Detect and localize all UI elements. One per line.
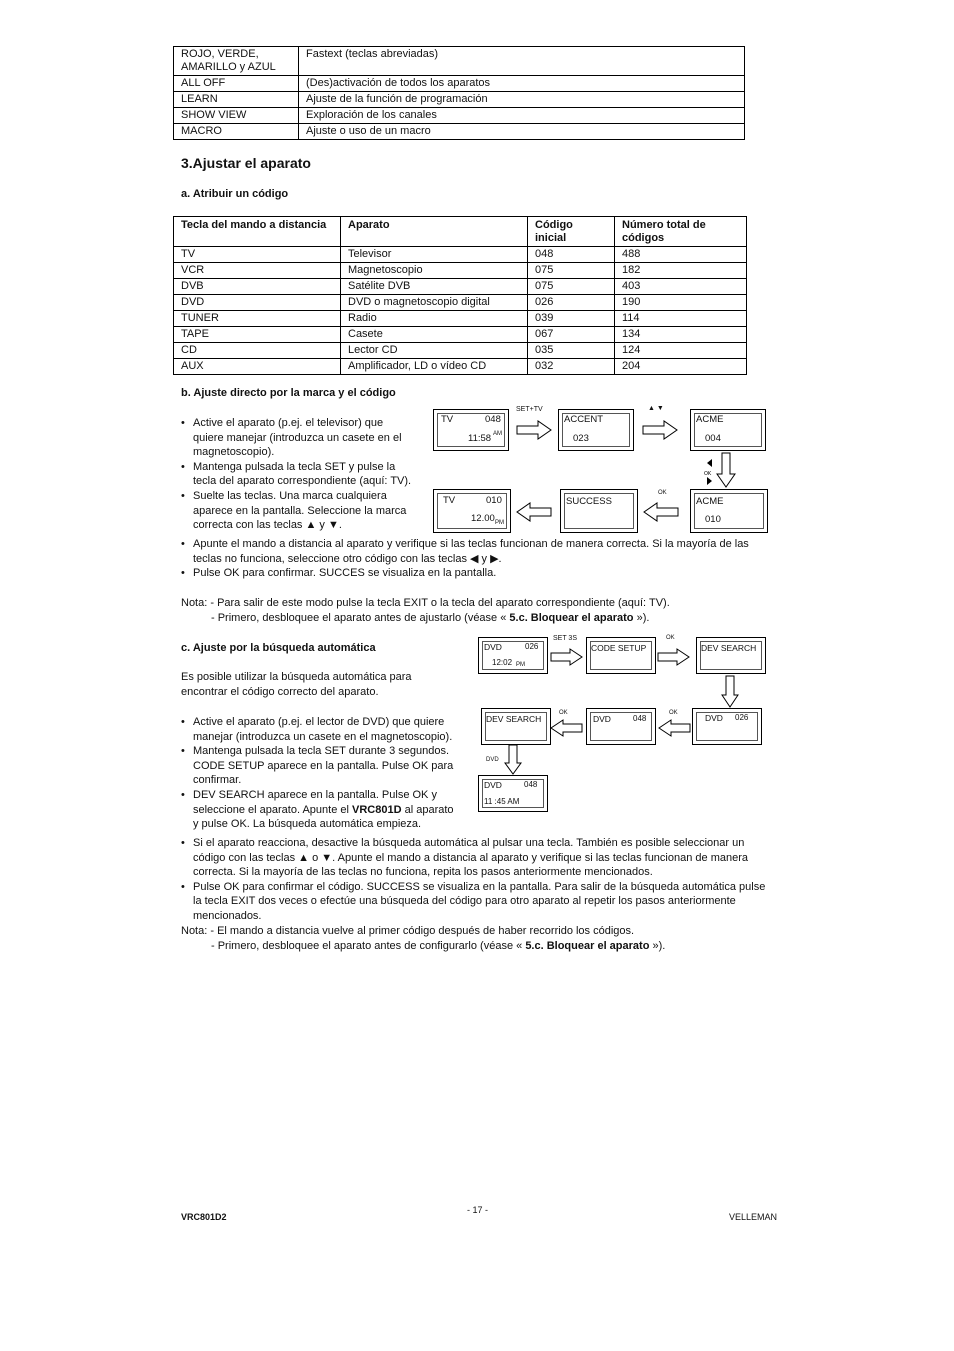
note-ref: 5.c. Bloquear el aparato bbox=[509, 612, 634, 624]
note-text: - Primero, desbloquee el aparato antes de configurarlo (véase « bbox=[211, 940, 523, 952]
c-bullets-left bbox=[181, 715, 456, 832]
table-cell: DVB bbox=[174, 279, 341, 295]
table-row bbox=[174, 359, 747, 375]
table-cell: DVD bbox=[174, 295, 341, 311]
key-cell: ALL OFF bbox=[174, 76, 299, 92]
lcd-screen: CODE SETUP bbox=[586, 637, 656, 674]
table-cell: 032 bbox=[528, 359, 615, 375]
arrow-left-icon bbox=[516, 502, 552, 522]
list-item: • Suelte las teclas. Una marca cualquiera aparece en la pantalla. Seleccione la marca correcta con las teclas ▲ y ▼. bbox=[181, 489, 416, 533]
table-cell: 114 bbox=[615, 311, 747, 327]
table-row bbox=[174, 311, 747, 327]
table-row bbox=[174, 124, 745, 140]
section-title: 3.Ajustar el aparato bbox=[181, 155, 311, 171]
function-cell: Fastext (teclas abreviadas) bbox=[299, 47, 745, 76]
b-bullets-full bbox=[181, 537, 776, 581]
table-cell: Televisor bbox=[341, 247, 528, 263]
table-cell: 488 bbox=[615, 247, 747, 263]
c-bullets-full bbox=[181, 836, 776, 924]
arrow-left-icon bbox=[658, 719, 691, 737]
label-set-3s: SET 3S bbox=[553, 635, 577, 642]
table-row bbox=[174, 279, 747, 295]
table-cell: 048 bbox=[528, 247, 615, 263]
table-cell: Lector CD bbox=[341, 343, 528, 359]
footer-page-number: - 17 - bbox=[467, 1205, 489, 1215]
footer-brand: VELLEMAN bbox=[729, 1212, 778, 1222]
footer-model: VRC801D2 bbox=[181, 1212, 227, 1222]
subsection-b-title: b. Ajuste directo por la marca y el código bbox=[181, 387, 396, 399]
table-cell: Amplificador, LD o vídeo CD bbox=[341, 359, 528, 375]
table-cell: 075 bbox=[528, 279, 615, 295]
list-item: • Pulse OK para confirmar el código. SUCCESS se visualiza en la pantalla. Para salir de la búsqueda automática pulse la tecla EXIT dos veces o efectúe una búsqueda del código para otro aparato al repetir los pasos anteriormente mencionados. bbox=[181, 880, 776, 924]
table-row bbox=[174, 263, 747, 279]
list-item: • Mantenga pulsada la tecla SET y pulse la tecla del aparato correspondiente (aquí: TV). bbox=[181, 460, 416, 489]
lcd-screen: ACME 004 bbox=[690, 409, 766, 451]
note-c-line1: Nota: - El mando a distancia vuelve al primer código después de haber recorrido los códigos. bbox=[181, 925, 635, 937]
table-cell: 182 bbox=[615, 263, 747, 279]
table-cell: 075 bbox=[528, 263, 615, 279]
list-item: • DEV SEARCH aparece en la pantalla. Pulse OK y seleccione el aparato. Apunte el VRC801D al aparato y pulse OK. La búsqueda automática empieza. bbox=[181, 788, 456, 832]
arrow-down-icon bbox=[504, 744, 522, 775]
arrow-down-icon bbox=[721, 675, 739, 708]
c-intro: Es posible utilizar la búsqueda automática para encontrar el código correcto del aparato. bbox=[181, 671, 412, 698]
function-cell: Ajuste o uso de un macro bbox=[299, 124, 745, 140]
table-cell: Casete bbox=[341, 327, 528, 343]
table-cell: 026 bbox=[528, 295, 615, 311]
table-row bbox=[174, 247, 747, 263]
table-cell: VCR bbox=[174, 263, 341, 279]
arrow-down-icon bbox=[716, 452, 736, 488]
arrow-right-icon bbox=[516, 420, 552, 440]
list-item: • Active el aparato (p.ej. el lector de DVD) que quiere manejar (introduzca un casete en el magnetoscopio). bbox=[181, 715, 456, 744]
key-cell: MACRO bbox=[174, 124, 299, 140]
arrow-left-icon bbox=[550, 719, 583, 737]
note-b-line1: Nota: - Para salir de este modo pulse la tecla EXIT o la tecla del aparato correspondiente (aquí: TV). bbox=[181, 597, 670, 609]
col-header-key: Tecla del mando a distancia bbox=[174, 217, 341, 247]
arrow-left-icon bbox=[643, 502, 679, 522]
note-text: »). bbox=[636, 612, 650, 624]
lcd-screen: DVD 048 11 :45 AM bbox=[478, 775, 548, 812]
list-item: • Pulse OK para confirmar. SUCCES se visualiza en la pantalla. bbox=[181, 566, 776, 581]
col-header-device: Aparato bbox=[341, 217, 528, 247]
left-right-ok-icon bbox=[703, 458, 715, 486]
lcd-screen: TV 048 11:58 AM bbox=[433, 409, 509, 451]
note-c-line2 bbox=[211, 939, 665, 954]
table-row bbox=[174, 47, 745, 76]
product-name: VRC801D bbox=[352, 803, 402, 816]
table-cell: Radio bbox=[341, 311, 528, 327]
note-b-line2 bbox=[211, 611, 649, 626]
arrow-right-icon bbox=[550, 648, 583, 666]
label-ok: OK bbox=[559, 710, 568, 716]
subsection-a-title: a. Atribuir un código bbox=[181, 188, 289, 200]
code-table bbox=[173, 216, 747, 375]
list-item: • Si el aparato reacciona, desactive la búsqueda automática al pulsar una tecla. También es posible seleccionar un código con las teclas ▲ o ▼. Apunte el mando a distancia al aparato y verifique si las teclas funcionan de manera correcta. Si la mayoría de las teclas no funciona, repita los pasos anteriormente mencionados. bbox=[181, 836, 776, 880]
note-text: - Primero, desbloquee el aparato antes de ajustarlo (véase « bbox=[211, 612, 507, 624]
lcd-screen: DVD 026 bbox=[692, 708, 762, 745]
table-cell: DVD o magnetoscopio digital bbox=[341, 295, 528, 311]
table-cell: Magnetoscopio bbox=[341, 263, 528, 279]
function-cell: Exploración de los canales bbox=[299, 108, 745, 124]
function-cell: Ajuste de la función de programación bbox=[299, 92, 745, 108]
label-ok: OK bbox=[666, 635, 675, 641]
table-cell: Satélite DVB bbox=[341, 279, 528, 295]
table-cell: 403 bbox=[615, 279, 747, 295]
table-cell: 067 bbox=[528, 327, 615, 343]
list-item: • Active el aparato (p.ej. el televisor) que quiere manejar (introduzca un casete en el magnetoscopio). bbox=[181, 416, 416, 460]
lcd-screen: DVD 048 bbox=[586, 708, 656, 745]
label-ok: OK bbox=[658, 490, 667, 496]
table-cell: 190 bbox=[615, 295, 747, 311]
table-cell: AUX bbox=[174, 359, 341, 375]
function-keys-table bbox=[173, 46, 745, 140]
lcd-screen: SUCCESS bbox=[560, 489, 638, 533]
table-cell: 039 bbox=[528, 311, 615, 327]
arrow-right-icon bbox=[657, 648, 690, 666]
list-item: • Mantenga pulsada la tecla SET durante 3 segundos. CODE SETUP aparece en la pantalla. Pulse OK para confirmar. bbox=[181, 744, 456, 788]
lcd-screen: DEV SEARCH bbox=[481, 708, 551, 745]
table-row bbox=[174, 108, 745, 124]
key-cell: LEARN bbox=[174, 92, 299, 108]
b-bullets-left bbox=[181, 416, 416, 533]
table-cell: 035 bbox=[528, 343, 615, 359]
table-cell: 124 bbox=[615, 343, 747, 359]
function-cell: (Des)activación de todos los aparatos bbox=[299, 76, 745, 92]
lcd-screen: DVD 026 12:02 PM bbox=[478, 637, 548, 674]
table-cell: TAPE bbox=[174, 327, 341, 343]
lcd-screen: TV 010 12.00 PM bbox=[433, 489, 511, 533]
note-ref: 5.c. Bloquear el aparato bbox=[525, 940, 650, 952]
list-item: • Apunte el mando a distancia al aparato y verifique si las teclas funcionan de manera correcta. Si la mayoría de las teclas no funciona, seleccione otro código con las teclas ◀ y ▶. bbox=[181, 537, 776, 566]
subsection-c-title: c. Ajuste por la búsqueda automática bbox=[181, 642, 376, 654]
note-text: »). bbox=[652, 940, 666, 952]
label-set-tv: SET+TV bbox=[516, 406, 543, 413]
label-up-down: ▲ ▼ bbox=[648, 405, 664, 412]
table-cell: TUNER bbox=[174, 311, 341, 327]
key-cell: ROJO, VERDE, AMARILLO y AZUL bbox=[174, 47, 299, 76]
table-row bbox=[174, 295, 747, 311]
svg-text:OK: OK bbox=[704, 471, 712, 477]
lcd-screen: ACME 010 bbox=[690, 489, 768, 533]
lcd-screen: ACCENT 023 bbox=[558, 409, 634, 451]
table-cell: TV bbox=[174, 247, 341, 263]
table-row bbox=[174, 76, 745, 92]
table-row bbox=[174, 92, 745, 108]
col-header-initial-code: Código inicial bbox=[528, 217, 615, 247]
table-row bbox=[174, 327, 747, 343]
label-ok: OK bbox=[669, 710, 678, 716]
lcd-screen: DEV SEARCH bbox=[696, 637, 766, 674]
table-cell: 204 bbox=[615, 359, 747, 375]
table-row bbox=[174, 343, 747, 359]
table-cell: 134 bbox=[615, 327, 747, 343]
arrow-right-icon bbox=[642, 420, 678, 440]
table-cell: CD bbox=[174, 343, 341, 359]
label-dvd: DVD bbox=[486, 757, 499, 763]
col-header-total-codes: Número total de códigos bbox=[615, 217, 747, 247]
key-cell: SHOW VIEW bbox=[174, 108, 299, 124]
